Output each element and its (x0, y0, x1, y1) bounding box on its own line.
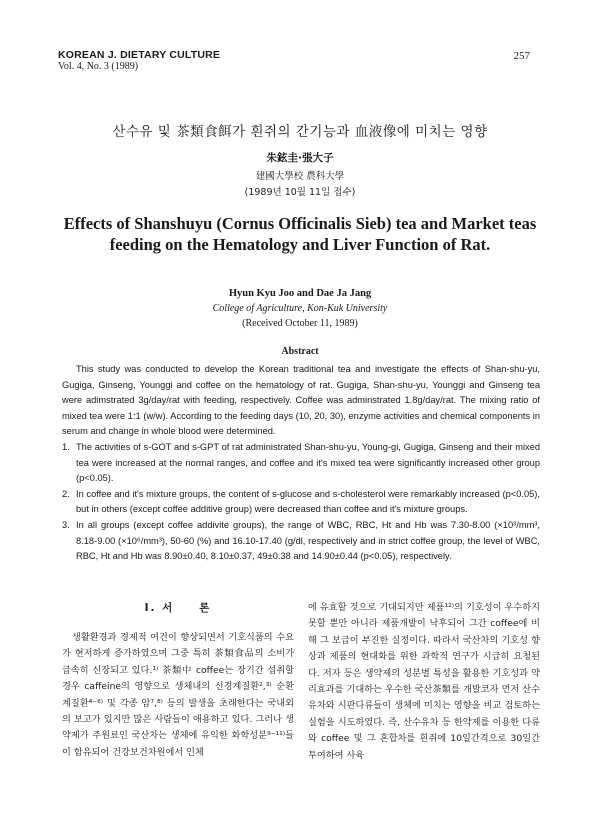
left-column (62, 630, 294, 761)
korean-title: 산수유 및 茶類食餌가 흰쥐의 간기능과 血液像에 미치는 영향 (112, 124, 488, 140)
korean-authors: 朱鉉圭·張大子 (266, 152, 334, 164)
abstract-heading: Abstract (281, 346, 319, 357)
introduction-heading: Ⅰ. 서 론 (144, 602, 212, 614)
journal-name: KOREAN J. DIETARY CULTURE (58, 49, 221, 61)
korean-affiliation: 建國大學校 農科大學 (255, 171, 345, 182)
abstract-result-item (62, 487, 540, 518)
journal-header (58, 49, 220, 73)
abstract-result-item (62, 518, 540, 565)
result-text: In all groups (except coffee addivite groups), the range of WBC, RBC, Ht and Hb was 7.30-8.00 (×10³/mm³, 8.18-9.00 (×10⁶/mm³), 50-60 (%) and 16.10-17.40 (g/dl, respectively and in strict coffee group, the level of WBC, RBC, Ht and Hb was 8.90±0.40, 8.10±0.37, 49±0.38 and 14.90±0.44 (p<0.05), respectively. (76, 519, 540, 562)
english-title: Effects of Shanshuyu (Cornus Officinalis Sieb) tea and Market teas feeding on the Hematology and Liver Function of Rat. (63, 214, 537, 254)
result-number: 1. (62, 441, 70, 452)
introduction-paragraph-left: 생활환경과 경제적 여건이 향상되면서 기호식품의 수요가 현저하게 증가하였으며 그중 특히 茶類食品의 소비가 급속히 신장되고 있다.¹⁾ 茶類中 coffee는 장기간 섭취할 경우 caffeine의 영향으로 생체내의 신경계질환²,³⁾ 순환계질환⁴⁻⁶⁾ 및 각종 암⁷,⁸⁾ 등의 발생을 초래한다는 국내외의 보고가 있지만 많은 사람들이 애용하고 있다. 그러나 생약제가 주원료인 국산차는 생체에 유익한 화학성분⁹⁻¹¹⁾들이 함유되어 건강보건차원에서 인체 (62, 632, 294, 758)
english-affiliation: College of Agriculture, Kon-Kuk University (212, 303, 388, 314)
introduction-paragraph-right: 에 유효할 것으로 기대되지만 제품¹²⁾의 기호성이 우수하지 못할 뿐만 아니라 제품개발이 낙후되어 그간 coffee에 비해 그 보급이 부진한 실정이다. 따라서 국산차의 기호성 향상과 제품의 현대화를 위한 과학적 연구가 시급히 요청된다. 저자 등은 생약제의 성분별 특성을 활용한 기호성과 약리효과를 기대하는 우수한 국산茶類를 개발코자 먼저 산수유차와 시판다류들이 생체에 미치는 영향을 비교 검토하는 실험을 시도하였다. 즉, 산수유차 등 한약제를 이용한 다류와 coffee 및 그 혼합차를 흰쥐에 10일간격으로 30일간 투여하여 사육 (308, 602, 540, 761)
abstract-intro: This study was conducted to develop the Korean traditional tea and investigate the effects of Shan-shu-yu, Gugiga, Ginseng, Younggi and coffee on the hematology of rat. Gugiga, Shan-shu-yu, Younggi and Ginseng tea were adimstrated 3g/day/rat with feeding, respectively. Coffee was adminstrated 1.8g/day/rat. The mixing ratio of mixed tea were 1:1 (w/w). According to the feeding days (10, 20, 30), enzyme activities and chemical components in serum and change in whole blood were determined. (62, 364, 540, 437)
korean-received-date: (1989년 10월 11일 접수) (244, 187, 356, 198)
abstract-result-item (62, 440, 540, 487)
abstract-body (62, 362, 540, 565)
result-number: 2. (62, 488, 70, 499)
journal-volume: Vol. 4, No. 3 (1989) (58, 61, 139, 72)
right-column (308, 600, 540, 764)
page-number: 257 (513, 50, 530, 62)
result-text: In coffee and it's mixture groups, the content of s-glucose and s-cholesterol were remarkably increased (p<0.05), but in others (except coffee additive group) were decreased than coffee and it's mixture groups. (76, 488, 540, 515)
english-authors: Hyun Kyu Joo and Dae Ja Jang (228, 288, 372, 299)
abstract-results-list (62, 440, 540, 565)
result-number: 3. (62, 519, 70, 530)
result-text: The activities of s-GOT and s-GPT of rat administrated Shan-shu-yu, Young-gi, Gugiga, Ginseng and their mixed tea were increased at the normal ranges, and coffee and it's mixed tea were significantly increased other group (p<0.05). (76, 441, 540, 484)
english-received-date: (Received October 11, 1989) (242, 318, 358, 329)
